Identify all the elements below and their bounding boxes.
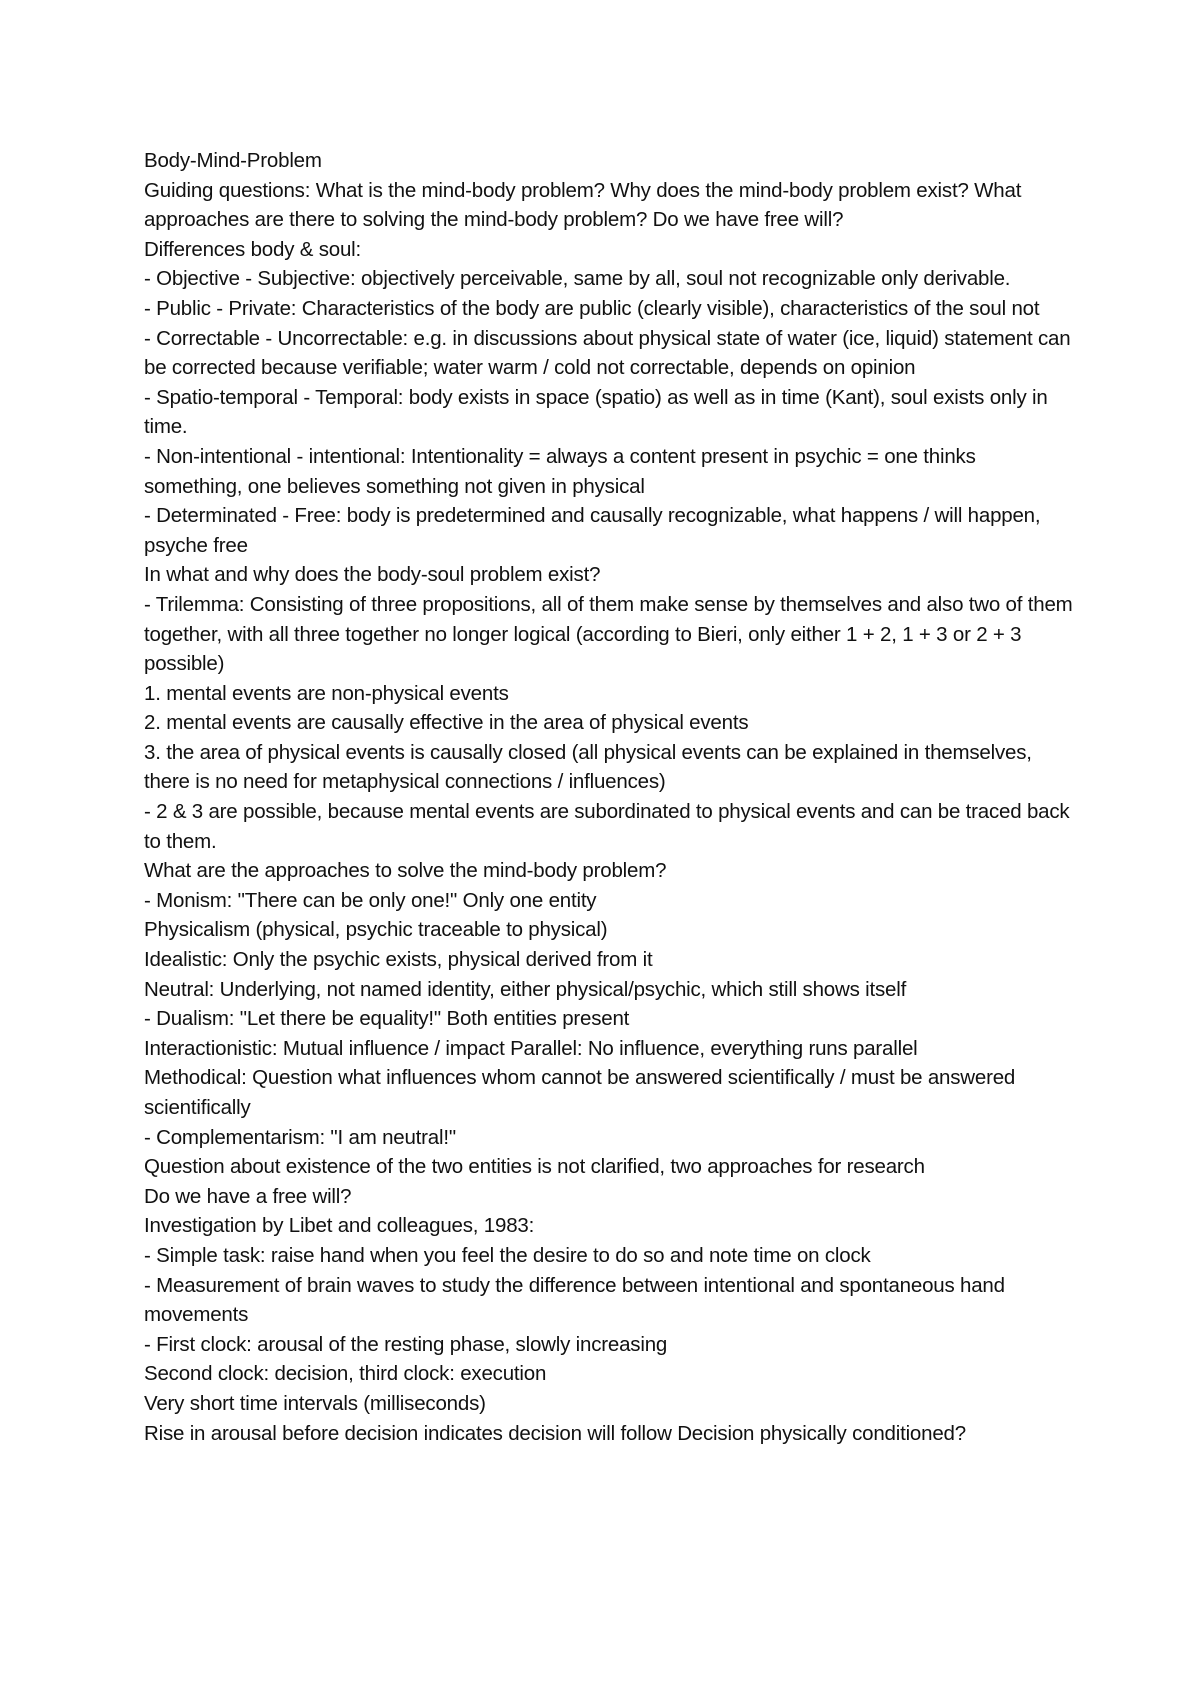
- text-line: 3. the area of physical events is causally closed (all physical events can be explained in themselves, there is no need for metaphysical connections / influences): [144, 740, 1032, 794]
- text-line: Physicalism (physical, psychic traceable to physical): [144, 918, 608, 942]
- text-line: - Correctable - Uncorrectable: e.g. in discussions about physical state of water (ice, liquid) statement can be corrected because verifiable; water warm / cold not correctable, depends on opinion: [144, 326, 1071, 380]
- text-line: - First clock: arousal of the resting phase, slowly increasing: [144, 1332, 668, 1356]
- text-line: 1. mental events are non-physical events: [144, 681, 509, 705]
- text-line: Interactionistic: Mutual influence / impact Parallel: No influence, everything runs parallel: [144, 1036, 918, 1060]
- text-line: - Determinated - Free: body is predetermined and causally recognizable, what happens / will happen, psyche free: [144, 504, 1041, 557]
- text-line: - Trilemma: Consisting of three propositions, all of them make sense by themselves and also two of them together, with all three together no longer logical (according to Bieri, only either 1 + 2, 1 + 3 or 2 + 3 possible): [144, 592, 1073, 676]
- text-line: - Spatio-temporal - Temporal: body exists in space (spatio) as well as in time (Kant), soul exists only in time.: [144, 385, 1048, 439]
- text-line: Guiding questions: What is the mind-body problem? Why does the mind-body problem exist? What approaches are there to solving the mind-body problem? Do we have free will?: [144, 178, 1022, 232]
- document-body: [144, 146, 1074, 1448]
- text-line: In what and why does the body-soul problem exist?: [144, 563, 601, 587]
- text-line: Question about existence of the two entities is not clarified, two approaches for research: [144, 1155, 925, 1179]
- text-line: Investigation by Libet and colleagues, 1983:: [144, 1214, 535, 1238]
- text-line: What are the approaches to solve the mind-body problem?: [144, 859, 667, 883]
- text-line: - 2 & 3 are possible, because mental events are subordinated to physical events and can be traced back to them.: [144, 800, 1070, 853]
- text-line: - Objective - Subjective: objectively perceivable, same by all, soul not recognizable only derivable.: [144, 267, 1011, 291]
- text-line: Neutral: Underlying, not named identity, either physical/psychic, which still shows itself: [144, 977, 907, 1001]
- text-line: Idealistic: Only the psychic exists, physical derived from it: [144, 948, 653, 972]
- text-line: - Dualism: "Let there be equality!" Both entities present: [144, 1007, 630, 1031]
- text-line: - Non-intentional - intentional: Intentionality = always a content present in psychic = one thinks something, one believes something not given in physical: [144, 444, 976, 498]
- text-line: - Complementarism: "I am neutral!": [144, 1125, 456, 1149]
- text-line: 2. mental events are causally effective in the area of physical events: [144, 711, 749, 735]
- text-line: - Measurement of brain waves to study the difference between intentional and spontaneous hand movements: [144, 1273, 1005, 1327]
- text-line: Rise in arousal before decision indicates decision will follow Decision physically conditioned?: [144, 1421, 966, 1445]
- text-line: Differences body & soul:: [144, 237, 362, 261]
- text-line: - Monism: "There can be only one!" Only one entity: [144, 888, 597, 912]
- document-title: Body-Mind-Problem: [144, 149, 322, 172]
- text-line: Very short time intervals (milliseconds): [144, 1391, 486, 1415]
- text-line: Second clock: decision, third clock: execution: [144, 1362, 547, 1386]
- text-line: Methodical: Question what influences whom cannot be answered scientifically / must be answered scientifically: [144, 1066, 1016, 1119]
- text-line: Do we have a free will?: [144, 1184, 352, 1208]
- text-line: - Public - Private: Characteristics of the body are public (clearly visible), characteristics of the soul not: [144, 296, 1040, 320]
- text-line: - Simple task: raise hand when you feel the desire to do so and note time on clock: [144, 1243, 871, 1267]
